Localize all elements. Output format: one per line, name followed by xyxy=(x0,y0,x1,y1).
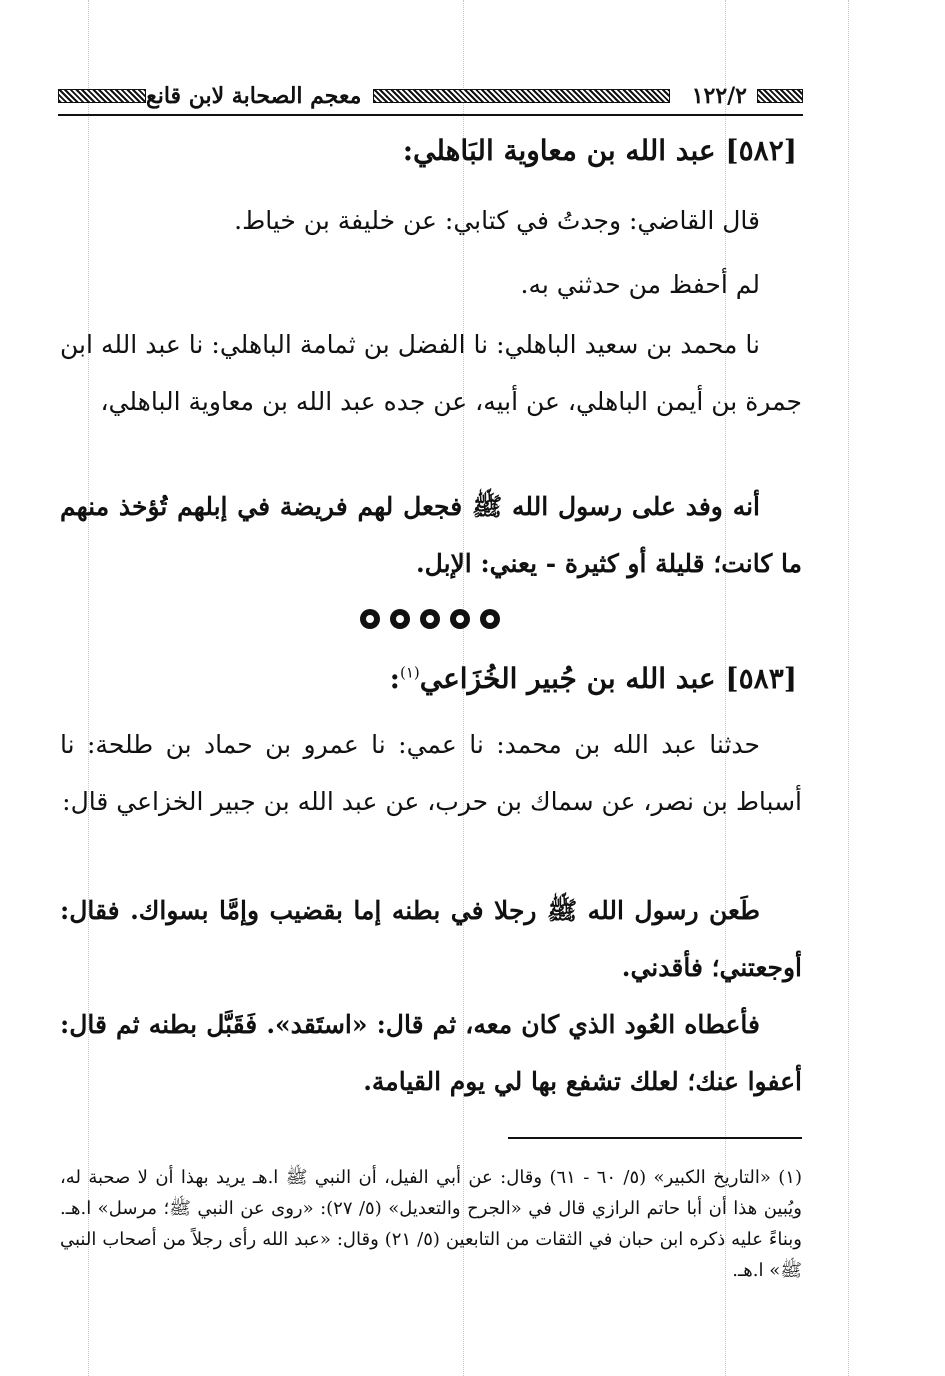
footnote: (١) «التاريخ الكبير» (٥/ ٦٠ - ٦١) وقال: عن أبي الفيل، أن النبي ﷺ ا.هـ يريد بهذا أن لا صحبة له، ويُبين هذا أن أبا حاتم الرازي قال في «الجرح والتعديل» (٥/ ٢٧): «روى عن النبي ﷺ؛ مرسل» ا.هـ. وبناءً عليه ذكره ابن حبان في الثقات من التابعين (٥/ ٢١) وقال: «عبد الله رأى رجلاً من أصحاب النبي ﷺ» ا.هـ. xyxy=(60,1167,803,1281)
scan-guide-line xyxy=(848,0,849,1376)
running-header xyxy=(58,78,803,114)
book-title: معجم الصحابة لابن قانع xyxy=(146,83,362,109)
entry-582-paragraph-4: أنه وفد على رسول الله ﷺ فجعل لهم فريضة في إبلهم تُؤخذ منهم ما كانت؛ قليلة أو كثيرة - يعني: الإبل. xyxy=(60,492,802,578)
entry-582-paragraph-3: نا محمد بن سعيد الباهلي: نا الفضل بن ثمامة الباهلي: نا عبد الله ابن جمرة بن أيمن الباهلي، عن أبيه، عن جده عبد الله بن معاوية الباهلي، xyxy=(60,330,802,416)
separator-star-icon xyxy=(450,609,470,629)
footnote-rule xyxy=(508,1137,802,1139)
entry-582-paragraph-1: قال القاضي: وجدتُ في كتابي: عن خليفة بن خياط. xyxy=(234,206,760,235)
separator-star-icon xyxy=(390,609,410,629)
entry-heading-582: [٥٨٢] عبد الله بن معاوية البَاهلي: xyxy=(402,134,797,167)
separator-star-icon xyxy=(360,609,380,629)
entry-583-paragraph-2: طَعن رسول الله ﷺ رجلا في بطنه إما بقضيب وإمَّا بسواك. فقال: أوجعتني؛ فأقدني. xyxy=(60,896,802,982)
entry-heading-583 xyxy=(390,662,797,695)
section-separator xyxy=(360,606,500,632)
separator-star-icon xyxy=(480,609,500,629)
header-ornament xyxy=(373,89,669,103)
entry-heading-583-text: [٥٨٣] عبد الله بن جُبير الخُزَاعي xyxy=(419,662,797,695)
page-number: ١٢٢/٢ xyxy=(691,83,747,109)
separator-star-icon xyxy=(420,609,440,629)
entry-582-paragraph-2: لم أحفظ من حدثني به. xyxy=(520,270,760,299)
entry-583-paragraph-3: فأعطاه العُود الذي كان معه، ثم قال: «استَقد». فَقَبَّل بطنه ثم قال: أعفوا عنك؛ لعلك تشفع بها لي يوم القيامة. xyxy=(60,1010,802,1096)
entry-heading-583-suffix: : xyxy=(389,662,400,695)
entry-583-paragraph-1: حدثنا عبد الله بن محمد: نا عمي: نا عمرو بن حماد بن طلحة: نا أسباط بن نصر، عن سماك بن حرب، عن عبد الله بن جبير الخزاعي قال: xyxy=(60,730,802,816)
header-rule xyxy=(58,114,803,116)
header-ornament xyxy=(58,89,146,103)
header-ornament xyxy=(757,89,803,103)
footnote-reference: (١) xyxy=(399,663,420,682)
